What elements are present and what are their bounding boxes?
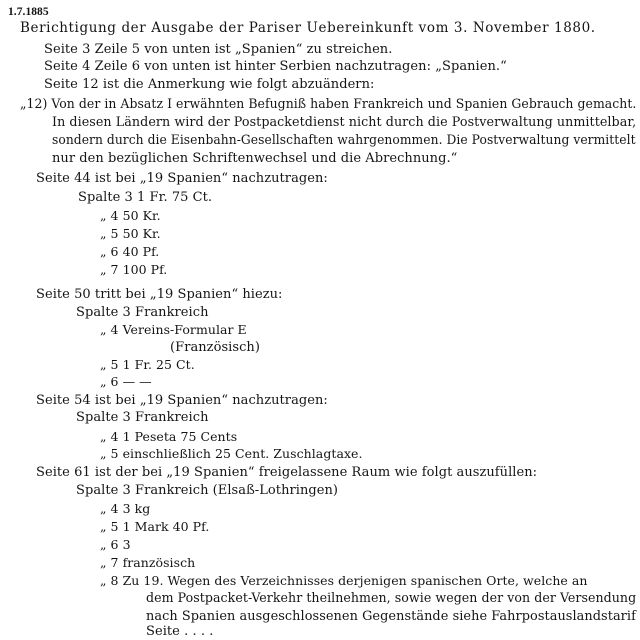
text-line: Seite 4 Zeile 6 von unten ist hinter Serbien nachzutragen: „Spanien.“: [44, 59, 507, 74]
text-line: Seite 3 Zeile 5 von unten ist „Spanien“ zu streichen.: [44, 42, 393, 57]
text-line: dem Postpacket-Verkehr theilnehmen, sowie wegen der von der Versendung: [146, 591, 637, 606]
text-line: „ 7 französisch: [100, 555, 196, 570]
text-line: „ 8 Zu 19. Wegen des Verzeichnisses derjenigen spanischen Orte, welche an: [100, 573, 588, 588]
text-line: (Französisch): [170, 340, 260, 355]
text-line: Seite 12 ist die Anmerkung wie folgt abzuändern:: [44, 77, 375, 92]
text-line: „ 5 einschließlich 25 Cent. Zuschlagtaxe.: [100, 446, 363, 461]
text-line: Seite 50 tritt bei „19 Spanien“ hiezu:: [36, 287, 283, 302]
text-line: „ 7 100 Pf.: [100, 262, 168, 277]
document-date: 1.7.1885: [8, 6, 49, 18]
text-line: „ 4 50 Kr.: [100, 208, 161, 223]
text-line: „ 5 50 Kr.: [100, 226, 161, 241]
text-line: sondern durch die Eisenbahn-Gesellschaften wahrgenommen. Die Postverwaltung vermittelt: [52, 133, 636, 148]
text-line: „ 6 — —: [100, 374, 152, 389]
text-line: „ 4 1 Peseta 75 Cents: [100, 429, 238, 444]
text-line: Seite 61 ist der bei „19 Spanien“ freigelassene Raum wie folgt auszufüllen:: [36, 465, 538, 480]
text-line: „ 6 3: [100, 537, 131, 552]
text-line: Seite 54 ist bei „19 Spanien“ nachzutragen:: [36, 393, 328, 408]
text-line: „12) Von der in Absatz I erwähnten Befugniß haben Frankreich und Spanien Gebrauch gemacht.: [20, 97, 637, 112]
text-line: „ 6 40 Pf.: [100, 244, 160, 259]
text-line: In diesen Ländern wird der Postpacketdienst nicht durch die Postverwaltung unmittelbar,: [52, 115, 637, 130]
document-title: Berichtigung der Ausgabe der Pariser Uebereinkunft vom 3. November 1880.: [20, 20, 596, 36]
text-line: Seite 44 ist bei „19 Spanien“ nachzutragen:: [36, 171, 328, 186]
text-line: „ 4 3 kg: [100, 501, 151, 516]
text-line: Spalte 3 1 Fr. 75 Ct.: [78, 190, 213, 205]
text-line: Spalte 3 Frankreich (Elsaß-Lothringen): [76, 483, 339, 498]
text-line: Spalte 3 Frankreich: [76, 410, 209, 425]
text-line: „ 5 1 Mark 40 Pf.: [100, 519, 210, 534]
text-line: nur den bezüglichen Schriftenwechsel und die Abrechnung.“: [52, 151, 458, 166]
text-line: „ 4 Vereins-Formular E: [100, 322, 247, 337]
text-line: „ 5 1 Fr. 25 Ct.: [100, 357, 195, 372]
text-line: Spalte 3 Frankreich: [76, 305, 209, 320]
text-line: Seite . . . .: [146, 624, 214, 639]
text-line: nach Spanien ausgeschlossenen Gegenstände siehe Fahrpostauslandstarif: [146, 609, 636, 624]
